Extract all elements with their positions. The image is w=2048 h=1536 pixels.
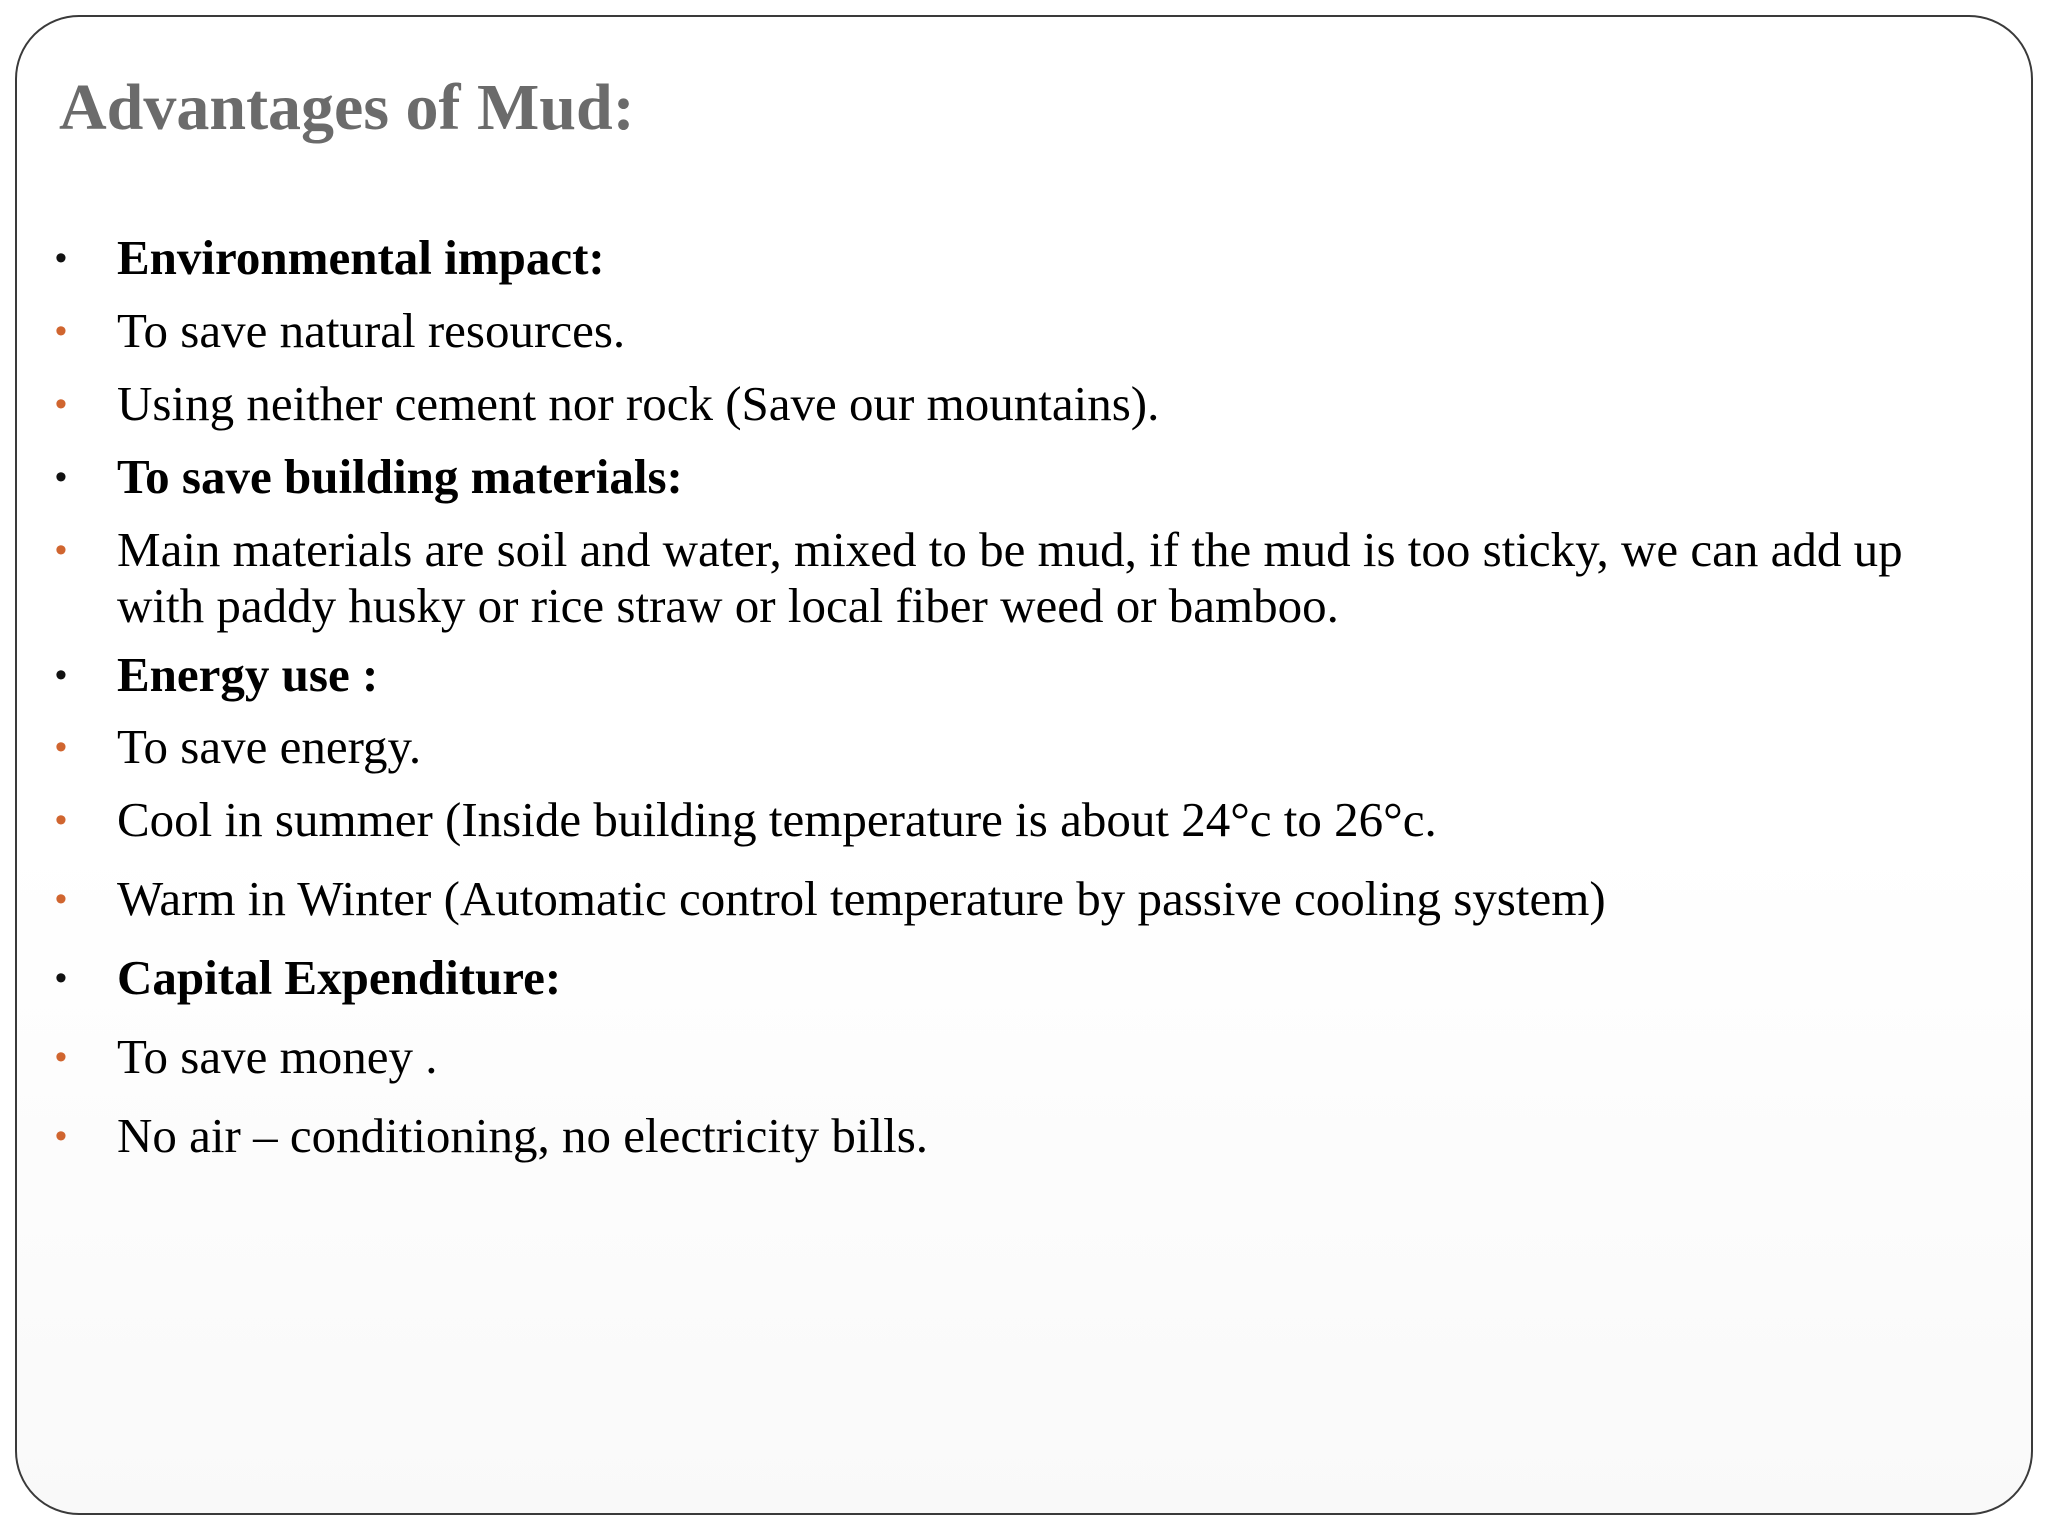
list-item-text: To save energy. bbox=[117, 719, 422, 774]
bullet-dot-icon: • bbox=[55, 531, 67, 569]
bullet-dot-icon: • bbox=[55, 458, 67, 496]
bullet-dot-icon: • bbox=[55, 385, 67, 423]
list-item-text: Main materials are soil and water, mixed to be mud, if the mud is too sticky, we can add up with paddy husky or rice straw or local fiber weed or bamboo. bbox=[117, 522, 1903, 633]
slide-title: Advantages of Mud: bbox=[59, 71, 635, 144]
list-item-text: Warm in Winter (Automatic control temperature by passive cooling system) bbox=[117, 871, 1606, 926]
bullet-dot-icon: • bbox=[55, 959, 67, 997]
bullet-dot-icon: • bbox=[55, 1117, 67, 1155]
bullet-dot-icon: • bbox=[55, 1038, 67, 1076]
bullet-dot-icon: • bbox=[55, 239, 67, 277]
bullet-dot-icon: • bbox=[55, 312, 67, 350]
list-item-text: To save natural resources. bbox=[117, 303, 626, 358]
list-item-text: No air – conditioning, no electricity bills. bbox=[117, 1108, 929, 1163]
section-heading-energy-use: Energy use : bbox=[117, 647, 379, 702]
section-heading-capital-expenditure: Capital Expenditure: bbox=[117, 950, 562, 1005]
list-item-text: To save money . bbox=[117, 1029, 438, 1084]
section-heading-building-materials: To save building materials: bbox=[117, 449, 683, 504]
bullet-dot-icon: • bbox=[55, 728, 67, 766]
bullet-dot-icon: • bbox=[55, 656, 67, 694]
bullet-dot-icon: • bbox=[55, 801, 67, 839]
slide bbox=[15, 15, 2033, 1515]
list-item-text: Using neither cement nor rock (Save our mountains). bbox=[117, 376, 1160, 431]
section-heading-environmental-impact: Environmental impact: bbox=[117, 230, 605, 285]
bullet-list bbox=[17, 17, 2031, 1513]
list-item-text: Cool in summer (Inside building temperature is about 24°c to 26°c. bbox=[117, 792, 1437, 847]
bullet-dot-icon: • bbox=[55, 880, 67, 918]
